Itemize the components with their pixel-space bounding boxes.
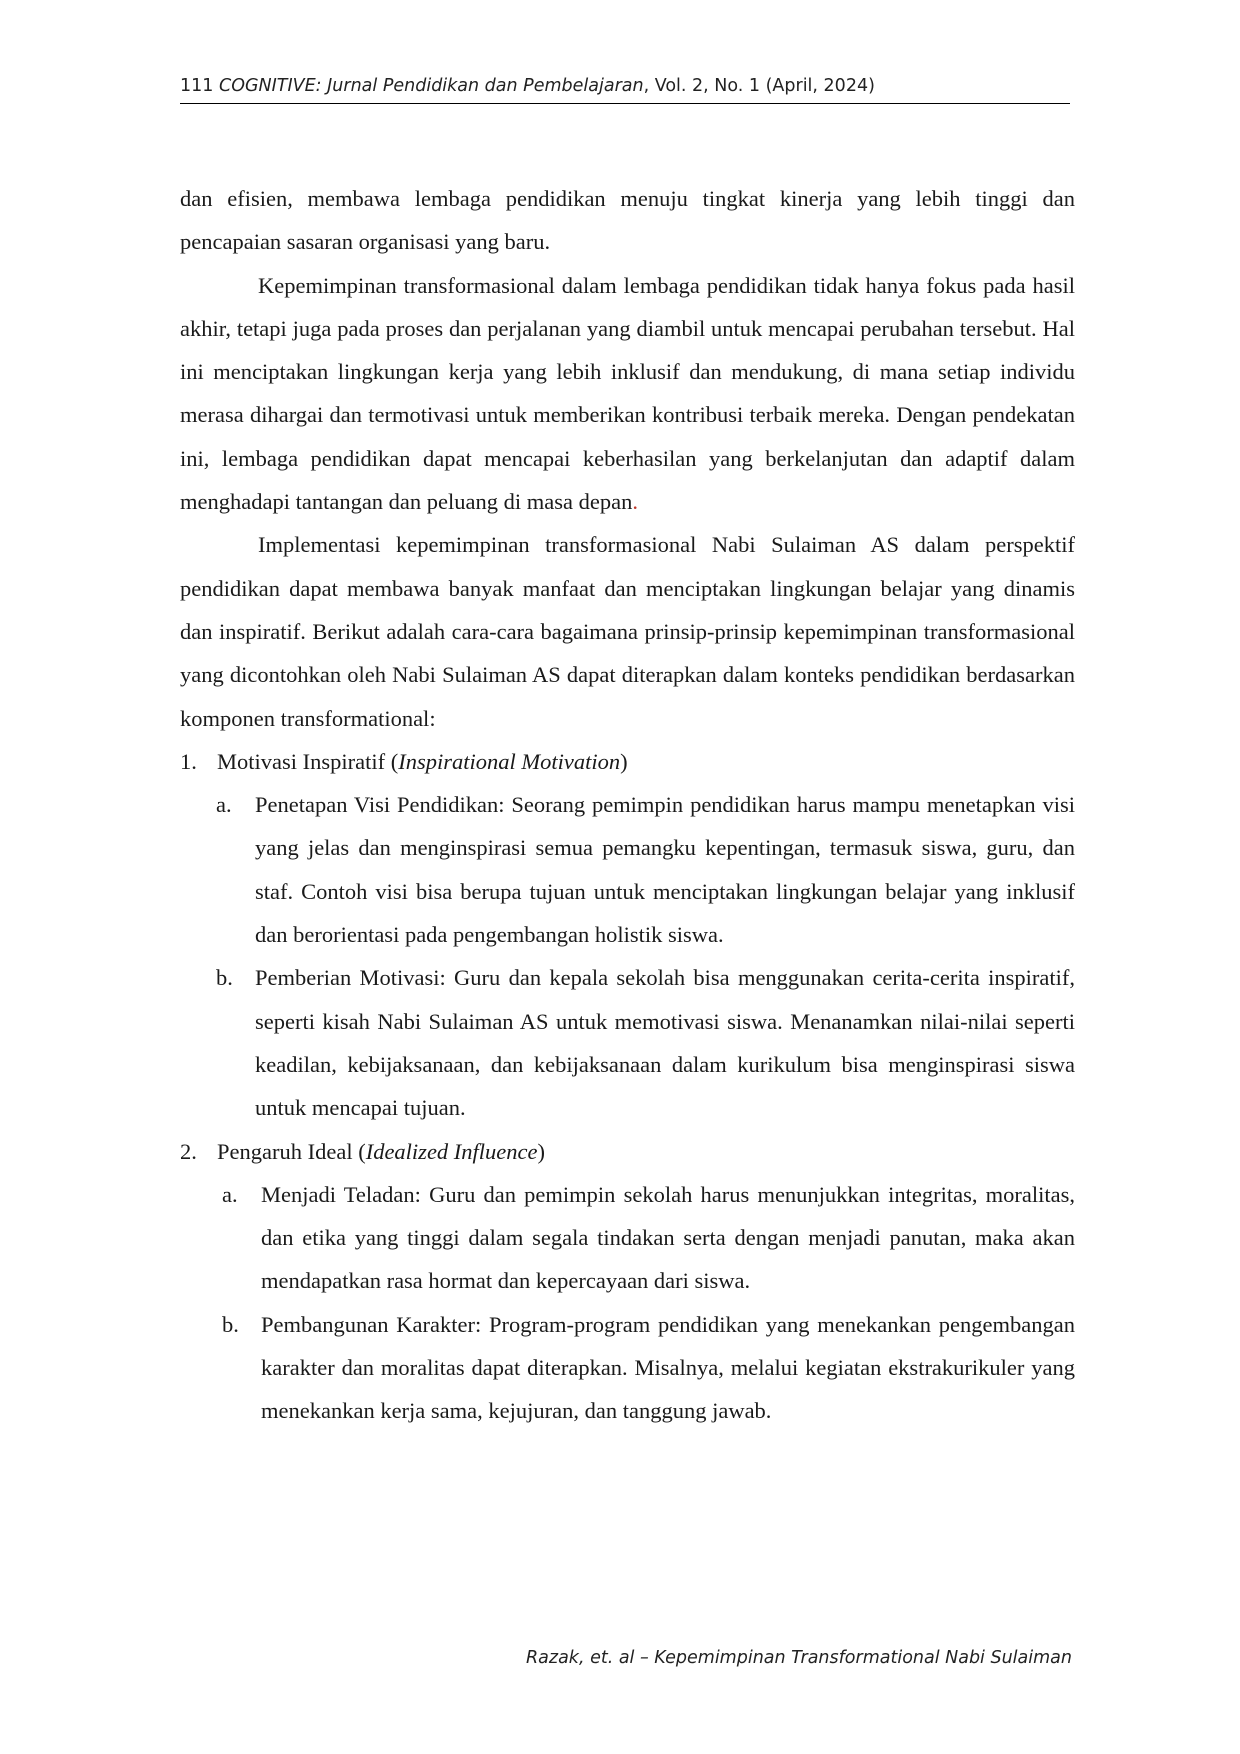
sub-letter: a. <box>216 792 232 818</box>
list-item-2 <box>180 1130 1075 1173</box>
header-rule <box>180 103 1070 104</box>
sub-text: Pembangunan Karakter: Program-program pendidikan yang menekankan pengembangan karakter dan moralitas dapat diterapkan. Misalnya, melalui kegiatan ekstrakurikuler yang menekankan kerja sama, kejujuran, dan tanggung jawab. <box>261 1311 1075 1424</box>
list-title-close: ) <box>537 1138 546 1164</box>
paragraph-3: Implementasi kepemimpinan transformasional Nabi Sulaiman AS dalam perspektif pendidikan dapat membawa banyak manfaat dan menciptakan lingkungan belajar yang dinamis dan inspiratif. Berikut adalah cara-cara bagaimana prinsip-prinsip kepemimpinan transformasional yang dicontohkan oleh Nabi Sulaiman AS dapat diterapkan dalam konteks pendidikan berdasarkan komponen transformational: <box>180 532 1075 731</box>
sub-letter: b. <box>222 1311 239 1337</box>
sub-text: Pemberian Motivasi: Guru dan kepala sekolah bisa menggunakan cerita-cerita inspiratif, seperti kisah Nabi Sulaiman AS untuk memotivasi siswa. Menanamkan nilai-nilai seperti keadilan, kebijaksanaan, dan kebijaksanaan dalam kurikulum bisa menginspirasi siswa untuk mencapai tujuan. <box>255 965 1075 1121</box>
paragraph-2-end: . <box>632 489 638 515</box>
paragraph-2-text: Kepemimpinan transformasional dalam lembaga pendidikan tidak hanya fokus pada hasil akhir, tetapi juga pada proses dan perjalanan yang diambil untuk mencapai perubahan tersebut. Hal ini menciptakan lingkungan kerja yang lebih inklusif dan mendukung, di mana setiap individu merasa dihargai dan termotivasi untuk memberikan kontribusi terbaik mereka. Dengan pendekatan ini, lembaga pendidikan dapat mencapai keberhasilan yang berkelanjutan dan adaptif dalam menghadapi tantangan dan peluang di masa depan <box>180 272 1075 515</box>
sub-letter: b. <box>216 965 233 991</box>
sub-text: Penetapan Visi Pendidikan: Seorang pemimpin pendidikan harus mampu menetapkan visi yang jelas dan menginspirasi semua pemangku kepentingan, termasuk siswa, guru, dan staf. Contoh visi bisa berupa tujuan untuk menciptakan lingkungan belajar yang inklusif dan berorientasi pada pengembangan holistik siswa. <box>255 792 1075 948</box>
sub-item-2a <box>180 1173 1075 1303</box>
list-title-italic: Inspirational Motivation <box>398 748 621 774</box>
list-title-italic: Idealized Influence <box>365 1138 538 1164</box>
sub-text: Menjadi Teladan: Guru dan pemimpin sekolah harus menunjukkan integritas, moralitas, dan etika yang tinggi dalam segala tindakan serta dengan menjadi panutan, maka akan mendapatkan rasa hormat dan kepercayaan dari siswa. <box>261 1181 1075 1294</box>
list-number: 1. <box>180 748 197 774</box>
list-title: Motivasi Inspiratif ( <box>217 748 399 774</box>
list-title-close: ) <box>620 748 628 774</box>
article-body <box>180 177 1075 1433</box>
sub-item-2b <box>180 1303 1075 1433</box>
sub-letter: a. <box>222 1181 238 1207</box>
sub-item-1a <box>180 783 1075 956</box>
paragraph-1: dan efisien, membawa lembaga pendidikan menuju tingkat kinerja yang lebih tinggi dan pencapaian sasaran organisasi yang baru. <box>180 186 1075 255</box>
sub-item-1b <box>180 956 1075 1129</box>
paragraph-2 <box>180 264 1075 524</box>
running-header <box>180 74 1070 98</box>
journal-issue: , Vol. 2, No. 1 (April, 2024) <box>643 76 875 96</box>
list-number: 2. <box>180 1138 197 1164</box>
list-item-1 <box>180 740 1075 783</box>
running-footer: Razak, et. al – Kepemimpinan Transformational Nabi Sulaiman <box>526 1648 1072 1668</box>
journal-title: COGNITIVE: Jurnal Pendidikan dan Pembelajaran <box>218 76 644 96</box>
list-title: Pengaruh Ideal ( <box>217 1138 366 1164</box>
page-number: 111 <box>180 76 214 96</box>
